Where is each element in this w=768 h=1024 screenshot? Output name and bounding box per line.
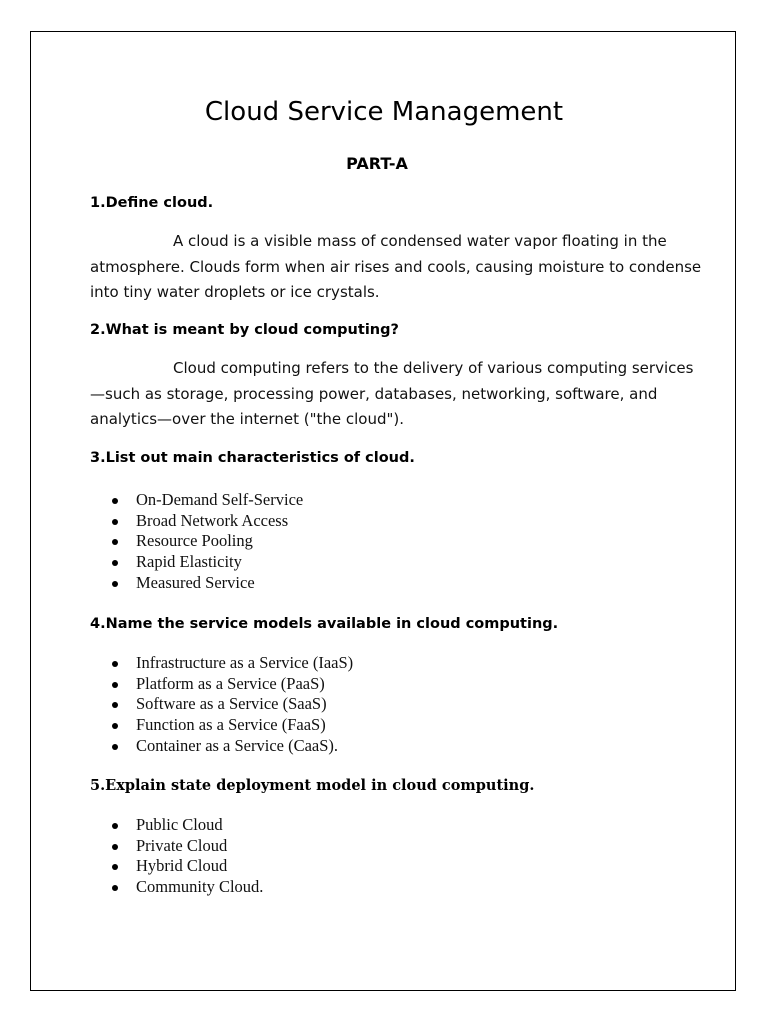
answer-line: —such as storage, processing power, databases, networking, software, and: [90, 384, 658, 403]
answer-1-paragraph: [90, 229, 702, 306]
answer-line: analytics—over the internet ("the cloud").: [90, 410, 404, 428]
bullet-icon: [112, 581, 118, 587]
bullet-icon: [112, 498, 118, 504]
answer-line: Cloud computing refers to the delivery of various computing services: [173, 359, 694, 377]
list-item: Container as a Service (CaaS).: [112, 736, 353, 757]
bullet-icon: [112, 539, 118, 545]
list-item: Infrastructure as a Service (IaaS): [112, 653, 353, 674]
list-item: Rapid Elasticity: [112, 552, 303, 573]
characteristics-list: [112, 490, 303, 594]
list-item: On-Demand Self-Service: [112, 490, 303, 511]
bullet-icon: [112, 844, 118, 850]
question-2-heading: 2.What is meant by cloud computing?: [90, 322, 399, 338]
bullet-icon: [112, 519, 118, 525]
bullet-icon: [112, 723, 118, 729]
bullet-icon: [112, 885, 118, 891]
question-3-heading: 3.List out main characteristics of cloud.: [90, 450, 415, 466]
question-1-heading: 1.Define cloud.: [90, 195, 214, 211]
service-models-list: [112, 653, 353, 757]
list-item: Measured Service: [112, 573, 303, 594]
bullet-icon: [112, 560, 118, 566]
list-item: Platform as a Service (PaaS): [112, 674, 353, 695]
deployment-models-list: [112, 815, 263, 898]
bullet-icon: [112, 744, 118, 750]
list-item: Software as a Service (SaaS): [112, 694, 353, 715]
bullet-icon: [112, 702, 118, 708]
list-item: Hybrid Cloud: [112, 856, 263, 877]
part-heading: PART-A: [346, 154, 408, 173]
list-item: Public Cloud: [112, 815, 263, 836]
answer-line: atmosphere. Clouds form when air rises and cools, causing moisture to condense: [90, 257, 702, 276]
question-5-heading: 5.Explain state deployment model in cloud computing.: [90, 777, 535, 794]
answer-2-paragraph: [90, 356, 694, 433]
answer-line: A cloud is a visible mass of condensed water vapor floating in the: [173, 232, 667, 250]
bullet-icon: [112, 661, 118, 667]
bullet-icon: [112, 682, 118, 688]
list-item: Resource Pooling: [112, 531, 303, 552]
answer-line: into tiny water droplets or ice crystals.: [90, 283, 380, 301]
bullet-icon: [112, 864, 118, 870]
bullet-icon: [112, 823, 118, 829]
list-item: Community Cloud.: [112, 877, 263, 898]
list-item: Broad Network Access: [112, 511, 303, 532]
list-item: Function as a Service (FaaS): [112, 715, 353, 736]
list-item: Private Cloud: [112, 836, 263, 857]
document-title: Cloud Service Management: [204, 97, 564, 127]
question-4-heading: 4.Name the service models available in cloud computing.: [90, 616, 559, 632]
